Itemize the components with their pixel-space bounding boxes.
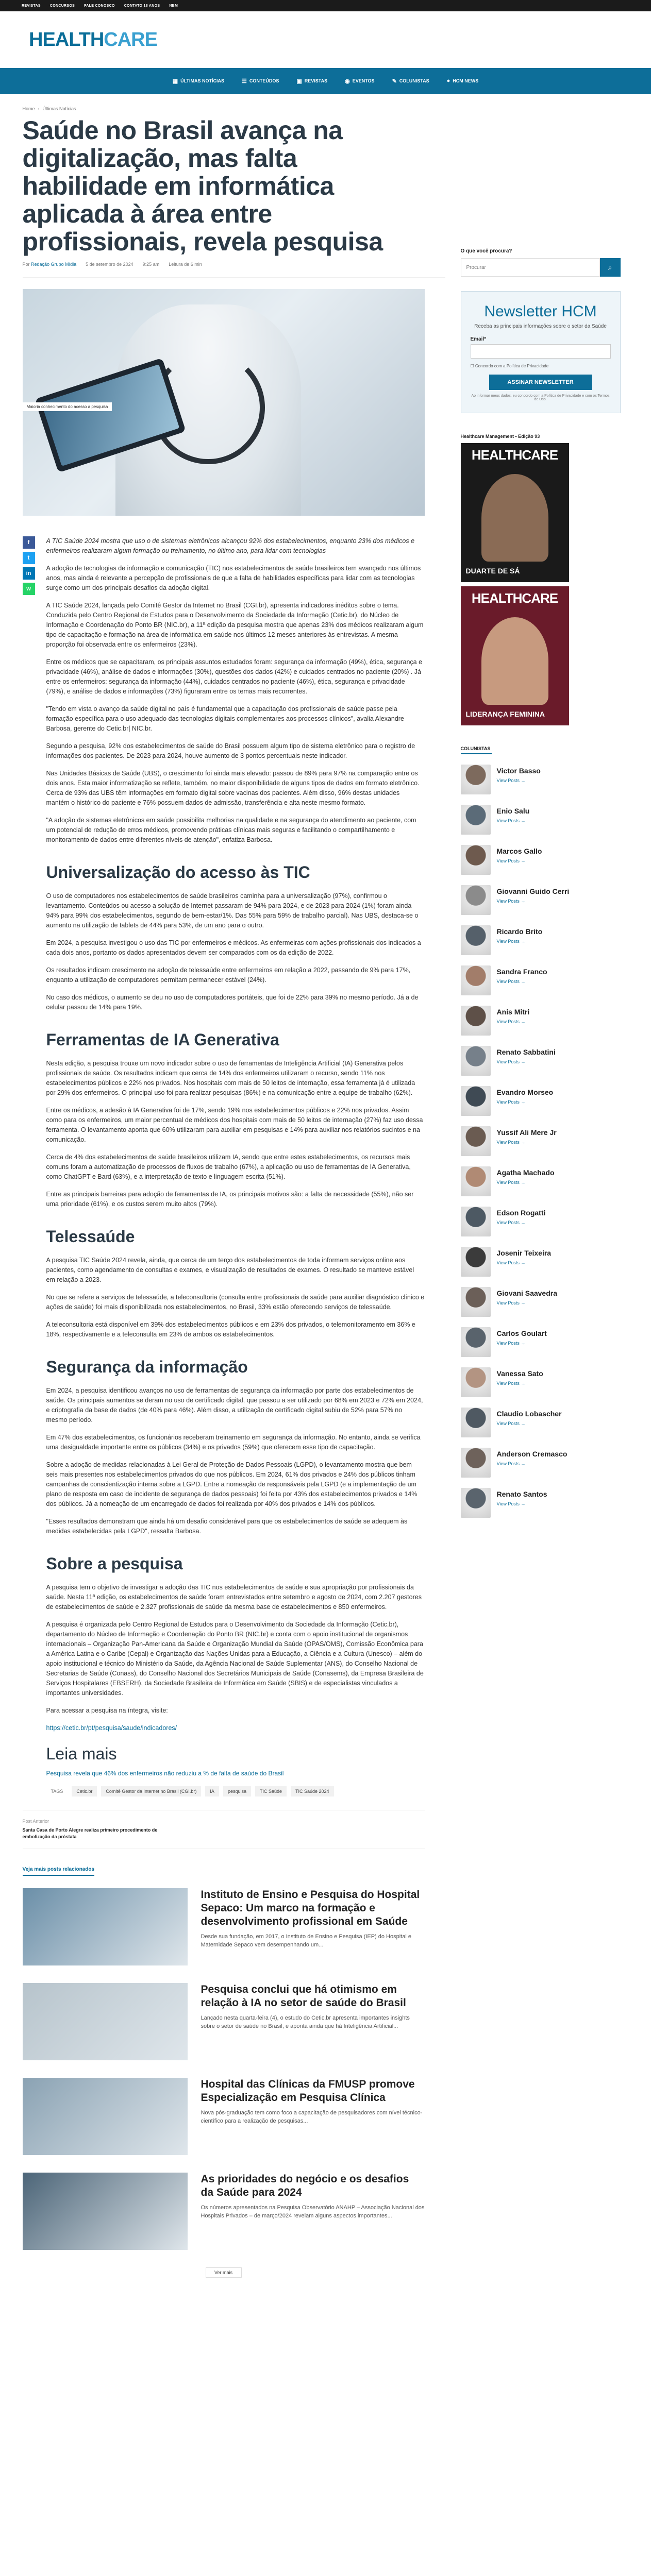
columnist: [461, 1287, 621, 1317]
avatar[interactable]: [461, 1207, 491, 1236]
avatar[interactable]: [461, 1126, 491, 1156]
magazine-block: [461, 434, 621, 725]
newsletter-disclaimer: Ao informar meus dados, eu concordo com a Política de Privacidade e com os Termos de Uso.: [471, 394, 610, 401]
columnist-info: [497, 1046, 556, 1064]
logo-text-b: CARE: [104, 28, 157, 50]
heading-sobre: Sobre a pesquisa: [46, 1554, 183, 1573]
related-title[interactable]: Hospital das Clínicas da FMUSP promove Especialização em Pesquisa Clínica: [201, 2078, 415, 2104]
leia-mais-heading: Leia mais: [46, 1744, 117, 1763]
related-text: [201, 2078, 425, 2155]
related-excerpt: Lançado nesta quarta-feira (4), o estudo do Cetic.br apresenta importantes insights sobre o setor de saúde no Brasil, e aponta ainda que há Inteligência Artificial...: [201, 2015, 410, 2029]
breadcrumb-section[interactable]: Últimas Notícias: [42, 106, 76, 111]
meta-author-wrap: [23, 262, 77, 267]
related-thumb[interactable]: [23, 2173, 188, 2250]
view-posts-link[interactable]: View Posts →: [496, 1260, 526, 1265]
related-title[interactable]: Instituto de Ensino e Pesquisa do Hospital Sepaco: Um marco na formação e desenvolvimento profissional em Saúde: [201, 1889, 420, 1927]
article-main: [23, 278, 425, 2278]
columnist-info: [497, 925, 543, 944]
avatar[interactable]: [461, 1247, 491, 1277]
paragraph: A pesquisa tem o objetivo de investigar a adoção das TIC nos estabelecimentos de saúde e sua apropriação por profissionais da saúde. Nesta 11ª edição, os estabelecimentos de saúde foram entrevistados entre setembro e agosto de 2024, com 2.207 gestores de estabelecimentos de saúde e 2.327 profissionais de saúde da mesma base de estabelecimentos e 850 enfermeiros.: [46, 1584, 422, 1611]
columnist-info: [497, 885, 570, 904]
nav-icon: ☰: [241, 78, 247, 84]
columnist-info: [497, 965, 547, 984]
columnist-info: [497, 1408, 562, 1426]
tag[interactable]: pesquisa: [223, 1786, 251, 1797]
columnist: [461, 925, 621, 955]
avatar[interactable]: [461, 805, 491, 835]
nav-label: ÚLTIMAS NOTÍCIAS: [180, 78, 224, 83]
paragraph: A adoção de tecnologias de informação e comunicação (TIC) nos estabelecimentos de saúde brasileiros tem avançado nos últimos anos, mas ainda é relevante a percepção de profissionais de que a falta de habilidades específicas para lidar com as tecnologias surge como um dos principais desafios da adoção digital.: [46, 565, 421, 591]
share-icon[interactable]: f: [23, 536, 35, 549]
columnist: [461, 1207, 621, 1236]
full-research-link[interactable]: https://cetic.br/pt/pesquisa/saude/indicadores/: [46, 1724, 177, 1732]
columnist: [461, 885, 621, 915]
view-posts-link[interactable]: View Posts →: [496, 778, 526, 783]
columnist-name[interactable]: Carlos Goulart: [496, 1329, 547, 1337]
view-posts-link[interactable]: View Posts →: [496, 1059, 526, 1064]
paragraph: Em 2024, a pesquisa identificou avanços no uso de ferramentas de segurança da informação por parte dos estabelecimentos de saúde. Os principais aumentos se deram no uso de certificado digital, que passou a ser utilizado por 68% em 2023 e 72% em 2024, e criptografia da base de dados (de 40% para 46%). Além disso, a utilização de certificado digital subiu de 52% para 57% no mesmo período.: [46, 1387, 423, 1423]
paragraph: Para acessar a pesquisa na íntegra, visite:: [46, 1707, 168, 1714]
columnist: [461, 1327, 621, 1357]
columnist-info: [497, 1126, 557, 1145]
heading-universalizacao: Universalização do acesso às TIC: [46, 863, 310, 882]
columnist-name[interactable]: Renato Sabbatini: [496, 1048, 556, 1056]
view-posts-link[interactable]: View Posts →: [496, 1461, 526, 1466]
tag[interactable]: Comitê Gestor da Internet no Brasil (CGI.br): [101, 1786, 201, 1797]
columnist-name[interactable]: Victor Basso: [496, 767, 541, 775]
breadcrumb: [23, 94, 629, 116]
breadcrumb-separator: ›: [38, 106, 40, 111]
nav-label: CONTEÚDOS: [249, 78, 279, 83]
cover-name: DUARTE DE SÁ: [465, 567, 520, 575]
newsletter-title: Newsletter HCM: [484, 303, 597, 320]
hero-image: [23, 289, 425, 516]
view-posts-link[interactable]: View Posts →: [496, 1421, 526, 1426]
heading-telessaude: Telessaúde: [46, 1227, 135, 1246]
paragraphs-ia: [46, 1059, 425, 1209]
related-thumb[interactable]: [23, 1888, 188, 1965]
related-thumb[interactable]: [23, 1983, 188, 2060]
newsletter-email-input[interactable]: [471, 344, 611, 359]
columnist-name[interactable]: Renato Santos: [496, 1490, 547, 1498]
columnist-info: [497, 1166, 555, 1185]
view-posts-link[interactable]: View Posts →: [496, 1341, 526, 1346]
related-text: [201, 1888, 425, 1965]
view-posts-link[interactable]: View Posts →: [496, 1501, 526, 1506]
view-posts-link[interactable]: View Posts →: [496, 1099, 526, 1105]
paragraph: Entre os médicos que se capacitaram, os principais assuntos estudados foram: segurança da informação (49%), ética, segurança e privacidade (46%), análise de dados e informações (30%), questões dos dados (42%) e cuidados centrados no paciente (20%) . Já entre os enfermeiros: segurança da informação (44%), cuidados centrados no paciente (46%), ética, segurança e privacidade (79%), e análise de dados e informações (73%) figuraram entre os temas mais recorrentes.: [46, 658, 423, 695]
columnist: [461, 1448, 621, 1478]
tag[interactable]: IA: [205, 1786, 219, 1797]
avatar[interactable]: [461, 1367, 491, 1397]
post-navigation[interactable]: [23, 1810, 425, 1849]
columnist-info: [497, 1207, 546, 1225]
meta-time: 9:25 am: [142, 262, 160, 267]
tag[interactable]: Cetic.br: [72, 1786, 97, 1797]
paragraphs-universalizacao: [46, 891, 425, 1012]
newsletter-sub: Receba as principais informações sobre o setor da Saúde: [474, 324, 607, 329]
article-body: [23, 536, 425, 1797]
view-posts-link[interactable]: View Posts →: [496, 1019, 526, 1024]
columnists-heading: COLUNISTAS: [461, 746, 492, 754]
columnist-name[interactable]: Sandra Franco: [496, 968, 547, 976]
paragraph: A TIC Saúde 2024, lançada pelo Comitê Gestor da Internet no Brasil (CGI.br), apresenta indicadores inéditos sobre o tema. Conduzida pelo Centro Regional de Estudos para o Desenvolvimento da Sociedade da Informação (Cetic.br), do Núcleo de Informação e Coordenação do Ponto BR (NIC.br), a 11ª edição da pesquisa mostra que apenas 23% dos médicos realizaram algum tipo de capacitação e formação na área de informática em saúde nos últimos 12 meses anteriores às entrevistas. A mesma proporção foi observada entre os enfermeiros (23%).: [46, 602, 424, 648]
nav-icon: ✎: [392, 78, 397, 84]
nav-icon: ▣: [296, 78, 302, 84]
newsletter-consent-text: Concordo com a Política de Privacidade: [475, 364, 549, 368]
related-item[interactable]: [23, 2078, 425, 2155]
columnist: [461, 1367, 621, 1397]
columnist-name[interactable]: Marcos Gallo: [496, 847, 542, 855]
tag[interactable]: TIC Saúde 2024: [291, 1786, 334, 1797]
paragraphs-intro: [46, 564, 425, 845]
columnist-name[interactable]: Claudio Lobascher: [496, 1410, 562, 1418]
cover-name: LIDERANÇA FEMININA: [465, 710, 545, 718]
columnist-name[interactable]: Enio Salu: [496, 807, 530, 815]
view-posts-link[interactable]: View Posts →: [496, 858, 526, 863]
search-box: [461, 258, 621, 277]
columnist-name[interactable]: Vanessa Sato: [496, 1369, 543, 1378]
paragraphs-seguranca: [46, 1386, 425, 1536]
columnist-info: [497, 1006, 530, 1024]
columnist-name[interactable]: Giovani Saavedra: [496, 1289, 558, 1297]
nav-item[interactable]: [392, 78, 429, 84]
nav-icon: ▦: [172, 78, 178, 84]
columnist-info: [497, 1086, 554, 1105]
columnist-info: [497, 765, 541, 783]
topbar-link[interactable]: FALE CONOSCO: [84, 4, 115, 8]
paragraph: O uso de computadores nos estabelecimentos de saúde brasileiros caminha para a universalização (97%), confirmou o levantamento. Conteúdos ou acesso a solução de Internet passaram de 94% para 2024, e de 2023 para 2024 (1%) foram ainda 94% para 99% dos estabelecimentos, segundo de bem-estar/1%. Das 55% para 59% de trabalho parcial). Nas UBS, destaca-se o aumento na utilização de tablets de 44% para 53%, de um ano para o outro.: [46, 892, 419, 929]
cover-face: [481, 617, 548, 705]
columnist-name[interactable]: Edson Rogatti: [496, 1209, 546, 1217]
view-posts-link[interactable]: View Posts →: [496, 899, 526, 904]
site-logo[interactable]: [29, 29, 157, 51]
nav-label: COLUNISTAS: [399, 78, 429, 83]
paragraph: Sobre a adoção de medidas relacionadas à Lei Geral de Proteção de Dados Pessoais (LGPD), o levantamento mostra que bem seis mais presentes nos estabelecimentos privados do que nos públicos. Em 2024, 61% dos privados e 24% dos públicos tinham campanhas de conscientização interna sobre a LGPD. Entre a nomeação de responsáveis pela LGPD (e a implementação de um plano de resposta em caso de incidente de segurança de dados pessoais) foi feita por 43% dos estabelecimentos privados e 14% dos públicos. Já a nomeação de um encarregado de dados foi realizada por 40% dos privados e 14% dos públicos.: [46, 1461, 418, 1507]
topbar-link[interactable]: NBM: [169, 4, 178, 8]
nav-item[interactable]: [242, 78, 279, 84]
paragraph: Entre os médicos, a adesão à IA Generativa foi de 17%, sendo 19% nos estabelecimentos públicos e 22% nos privados. Assim como para os enfermeiros, um maior percentual de médicos dos hospitais com mais de 50 leitos de internação (27%) faz uso dessa ferramenta. O levantamento aponta que 60% utilizaram para auxiliar em pesquisas e 14% para auxiliar nos relatórios sucintos e na comunicação.: [46, 1107, 423, 1143]
heading-seguranca: Segurança da informação: [46, 1358, 248, 1376]
columnist-info: [497, 1247, 552, 1265]
columnist: [461, 1488, 621, 1518]
related-excerpt: Nova pós-graduação tem como foco a capacitação de pesquisadores com nível técnico-científico para a realização de pesquisas...: [201, 2110, 423, 2124]
paragraph: Em 47% dos estabelecimentos, os funcionários receberam treinamento em segurança da informação. No entanto, ainda se verifica uma desigualdade importante entre os públicos (34%) e os privados (59%) que oferecem esse tipo de capacitação.: [46, 1434, 421, 1451]
columnist: [461, 1006, 621, 1036]
topbar-link[interactable]: REVISTAS: [22, 4, 41, 8]
nav-label: EVENTOS: [352, 78, 375, 83]
columnist: [461, 805, 621, 835]
related-heading-hl: posts relacionados: [47, 1867, 95, 1872]
nav-item[interactable]: [447, 78, 479, 84]
paragraph: Nesta edição, a pesquisa trouxe um novo indicador sobre o uso de ferramentas de Inteligência Artificial (IA) Generativa pelos profissionais de saúde. Os resultados indicam que cerca de 14% dos enfermeiros utilizaram o recurso, sendo 11% nos estabelecimentos públicos e 22% nos privados. Nos hospitais com mais de 50 leitos de internação, essa ferramenta já é utilizada por 29% dos enfermeiros. O principal uso foi para realizar pesquisas (86%) e na comunicação entre a equipe de trabalho (62%).: [46, 1060, 415, 1096]
nav-icon: ◉: [345, 78, 350, 84]
related-title[interactable]: Pesquisa conclui que há otimismo em relação à IA no setor de saúde do Brasil: [201, 1984, 406, 2009]
magazine-cover[interactable]: [461, 443, 569, 582]
paragraph: No que se refere a serviços de telessaúde, a teleconsultoria (consulta entre profissionais de saúde para auxiliar diagnóstico clínico e ações de saúde) foi mais disponibilizada nos estabelecimentos, no Brasil, 33% estão oferecendo serviços de telessaúde.: [46, 1294, 425, 1311]
columnist-info: [497, 1488, 547, 1506]
tag[interactable]: TIC Saúde: [255, 1786, 287, 1797]
meta-reading: Leitura de 6 min: [169, 262, 202, 267]
related-heading-pre: Veja mais: [22, 1867, 46, 1872]
columnist-info: [497, 1327, 547, 1346]
share-icon[interactable]: in: [23, 567, 35, 580]
related-thumb[interactable]: [23, 2078, 188, 2155]
postnav-label: Post Anterior: [22, 1819, 49, 1824]
content-wrap: [22, 94, 629, 2275]
nav-item[interactable]: [296, 78, 327, 84]
related-item[interactable]: [23, 1983, 425, 2060]
columnist-info: [497, 1448, 567, 1466]
logo-text-a: HEALTH: [29, 28, 104, 50]
view-posts-link[interactable]: View Posts →: [496, 939, 526, 944]
avatar[interactable]: [461, 1327, 491, 1357]
magazine-label: Healthcare Management • Edição 93: [460, 434, 540, 439]
paragraph: "Tendo em vista o avanço da saúde digital no país é fundamental que a capacitação dos profissionais de saúde passe pela formação específica para o uso adequado das tecnologias digitais complementares aos processos clínicos", avalia Alexandre Barbosa, gerente do Cetic.br| NIC.br.: [46, 705, 404, 732]
columnist: [461, 965, 621, 995]
related-excerpt: Desde sua fundação, em 2017, o Instituto de Ensino e Pesquisa (IEP) do Hospital e Maternidade Sepaco vem desempenhando um...: [201, 1934, 411, 1948]
paragraph: "Esses resultados demonstram que ainda há um desafio considerável para que os estabelecimentos de saúde se adequem às medidas estabelecidas pela LGPD", ressalta Barbosa.: [46, 1518, 408, 1535]
related-heading: [23, 1867, 95, 1876]
article-title: Saúde no Brasil avança na digitalização, mas falta habilidade em informática aplicada à área entre profissionais, revela pesquisa: [22, 116, 383, 256]
related-posts: [23, 1865, 425, 2278]
meta-by: Por: [22, 262, 30, 267]
nav-item[interactable]: [173, 78, 224, 84]
meta-author[interactable]: Redação Grupo Mídia: [31, 262, 77, 267]
columnist-name[interactable]: Giovanni Guido Cerri: [496, 887, 570, 895]
columnist-name[interactable]: Josenir Teixeira: [496, 1249, 552, 1257]
paragraph: A pesquisa TIC Saúde 2024 revela, ainda, que cerca de um terço dos estabelecimentos de toda informam serviços online aos pacientes, como agendamento de consultas e exames, e visualização de resultados de exames. O resultado se manteve estável em relação a 2023.: [46, 1257, 414, 1283]
heading-ia: Ferramentas de IA Generativa: [46, 1030, 279, 1049]
share-bar: [23, 536, 35, 595]
columnist-name[interactable]: Ricardo Brito: [496, 927, 543, 936]
avatar[interactable]: [461, 925, 491, 955]
newsletter-submit-button[interactable]: ASSINAR NEWSLETTER: [489, 375, 592, 390]
cover-title: HEALTHCARE: [471, 447, 558, 463]
paragraph: Segundo a pesquisa, 92% dos estabelecimentos de saúde do Brasil possuem algum tipo de sistema eletrônico para o registro de informações dos pacientes. De 2023 para 2024, houve aumento de 3 pontos percentuais neste indicador.: [46, 742, 415, 759]
newsletter-email-label: Email*: [470, 336, 487, 342]
tag-list: [46, 1786, 425, 1797]
avatar[interactable]: [461, 885, 491, 915]
paragraph: "A adoção de sistemas eletrônicos em saúde possibilita melhorias na qualidade e na segurança do atendimento ao paciente, com um potencial de redução de erros médicos, promovendo práticas clínicas mais seguras e facilitando o compartilhamento e monitoramento de dados entre diferentes níveis de atenção", enfatiza Barbosa.: [46, 817, 416, 843]
search-input[interactable]: [461, 258, 600, 277]
tags-label: TAGS: [51, 1789, 63, 1794]
site-header: [0, 11, 651, 68]
paragraph: Em 2024, a pesquisa investigou o uso das TIC por enfermeiros e médicos. As enfermeiras com ações profissionais dos indicados a cada dois anos, portanto os dados apresentados devem ser comparados com os da edição de 2022.: [46, 939, 421, 956]
related-text: [201, 2173, 425, 2250]
share-icon[interactable]: w: [23, 583, 35, 595]
cover-face: [481, 474, 548, 562]
view-posts-link[interactable]: View Posts →: [496, 1180, 526, 1185]
view-posts-link[interactable]: View Posts →: [496, 1381, 526, 1386]
full-link-paragraph: [46, 1723, 425, 1733]
columnist: [461, 765, 621, 794]
view-posts-link[interactable]: View Posts →: [496, 1300, 526, 1306]
paragraph: Nas Unidades Básicas de Saúde (UBS), o crescimento foi ainda mais elevado: passou de 89% para 97% na comparação entre os dois anos. Esta maior informatização se reflete, também, no maior disponibilidade de alguns tipos de dados em formato eletrônico. Cerca de 93% das UBS têm informações em formato digital sobre vacinas dos pacientes. Além disso, 96% destas unidades mantém o histórico do paciente e 76% possuem dados de admissão, transferência e alta neste mesmo formato.: [46, 770, 420, 806]
view-posts-link[interactable]: View Posts →: [496, 979, 526, 984]
avatar[interactable]: [461, 1408, 491, 1437]
avatar[interactable]: [461, 1086, 491, 1116]
magazine-cover[interactable]: [461, 586, 569, 725]
related-text: [201, 1983, 425, 2060]
newsletter-box: [461, 291, 621, 413]
main-nav: [0, 68, 651, 94]
avatar[interactable]: [461, 765, 491, 794]
article-meta: [23, 262, 445, 278]
breadcrumb-home[interactable]: Home: [22, 106, 35, 111]
view-posts-link[interactable]: View Posts →: [496, 1220, 526, 1225]
nav-label: HCM NEWS: [453, 78, 479, 83]
columnist-info: [497, 1367, 543, 1386]
search-button[interactable]: ⌕: [600, 258, 621, 277]
paragraph: Cerca de 4% dos estabelecimentos de saúde brasileiros utilizam IA, sendo que entre estes estabelecimentos, os recursos mais comuns foram a automatização de processos de fluxos de trabalho (67%), a aplicação ou uso de ferramentas de IA Generativa, como ChatGPT e Bard (63%), e a interpretação de texto e linguagem escrita (51%).: [46, 1154, 411, 1180]
columnist: [461, 1166, 621, 1196]
paragraphs-telessaude: [46, 1256, 425, 1340]
topbar-link[interactable]: CONCURSOS: [49, 4, 75, 8]
search-label: O que você procura?: [460, 248, 512, 254]
columnist: [461, 1046, 621, 1076]
columnist: [461, 1086, 621, 1116]
share-icon[interactable]: t: [23, 552, 35, 564]
columnist-name[interactable]: Yussif Ali Mere Jr: [496, 1128, 557, 1137]
columnist-name[interactable]: Evandro Morseo: [496, 1088, 554, 1096]
avatar[interactable]: [461, 1448, 491, 1478]
related-item[interactable]: [23, 2173, 425, 2250]
nav-item[interactable]: [345, 78, 374, 84]
paragraph: Os resultados indicam crescimento na adoção de telessaúde entre enfermeiros em relação a 2022, passando de 9% para 17%, enquanto a utilização de computadores permitam permanecer estável (24%).: [46, 967, 411, 984]
article-lead: A TIC Saúde 2024 mostra que uso o de sistemas eletrônicos alcançou 92% dos estabelecimentos, enquanto 23% dos médicos e enfermeiros realizaram algum formação ou treinamento, no último ano, para lidar com tecnologias: [46, 537, 415, 554]
paragraph: Entre as principais barreiras para adoção de ferramentas de IA, os principais motivos são: a falta de necessidade (55%), não ser uma prioridade (61%), e os custos serem muito altos (79%).: [46, 1191, 414, 1208]
postnav-title[interactable]: Santa Casa de Porto Alegre realiza primeiro procedimento de embolização da próstata: [22, 1827, 158, 1839]
columnist-info: [497, 845, 542, 863]
paragraph: A teleconsultoria está disponível em 39% dos estabelecimentos públicos e em 23% dos privados, o telemonitoramento em 36% e 18%, respectivamente e a teleconsulta em 23% de ambos os estabelecimentos.: [46, 1321, 415, 1338]
columnist: [461, 1247, 621, 1277]
columnist: [461, 845, 621, 875]
view-posts-link[interactable]: View Posts →: [496, 1140, 526, 1145]
topbar-link[interactable]: CONTATO 18 ANOS: [124, 4, 160, 8]
nav-label: REVISTAS: [304, 78, 328, 83]
load-more-button[interactable]: Ver mais: [206, 2267, 242, 2278]
columnist: [461, 1408, 621, 1437]
sidebar: [461, 248, 621, 1518]
related-item[interactable]: [23, 1888, 425, 1965]
columnist-name[interactable]: Anis Mitri: [496, 1008, 530, 1016]
columnist-name[interactable]: Anderson Cremasco: [496, 1450, 567, 1458]
newsletter-consent[interactable]: ☐ Concordo com a Política de Privacidade: [470, 364, 549, 368]
cover-title: HEALTHCARE: [471, 590, 558, 606]
nav-icon: ●: [446, 78, 450, 84]
avatar[interactable]: [461, 965, 491, 995]
avatar[interactable]: [461, 1006, 491, 1036]
top-bar: [0, 0, 651, 11]
leia-mais-link[interactable]: Pesquisa revela que 46% dos enfermeiros não reduziu a % de falta de saúde do Brasil: [46, 1770, 284, 1777]
paragraph: A pesquisa é organizada pelo Centro Regional de Estudos para o Desenvolvimento da Sociedade da Informação (Cetic.br), departamento do Núcleo de Informação e Coordenação do Ponto BR (NIC.br) e conta com o apoio institucional de organismos internacionais – Organização Pan-Americana da Saúde e Organização Mundial da Saúde (OPAS/OMS), Comissão Econômica para a América Latina e o Caribe (Cepal) e Organização das Nações Unidas para a Educação, a Ciência e a Cultura (Unesco) – além do apoio institucional e técnico do Ministério da Saúde, da Agência Nacional de Saúde Suplementar (ANS), do Conselho Nacional de Secretarias de Saúde (Conass), do Conselho Nacional dos Secretários Municipais de Saúde (Conasems), da Empresa Brasileira de Serviços Hospitalares (EBSERH), da Sociedade Brasileira de Informática em Saúde (SBIS) e de especialistas vinculados a importantes universidades.: [46, 1621, 424, 1697]
avatar[interactable]: [461, 1488, 491, 1518]
columnist: [461, 1126, 621, 1156]
avatar[interactable]: [461, 1166, 491, 1196]
paragraph: No caso dos médicos, o aumento se deu no uso de computadores portáteis, que foi de 22% para 39% no mesmo período. Já a de celular passou de 14% para 19%.: [46, 994, 419, 1011]
sidebar-search: [461, 248, 621, 277]
columnist-name[interactable]: Agatha Machado: [496, 1168, 555, 1177]
paragraphs-sobre: [46, 1583, 425, 1716]
avatar[interactable]: [461, 1287, 491, 1317]
hero-caption: Maioria conhecimento do acesso a pesquisa: [23, 402, 112, 411]
columnist-info: [497, 805, 530, 823]
related-title[interactable]: As prioridades do negócio e os desafios da Saúde para 2024: [201, 2173, 409, 2198]
meta-date: 5 de setembro de 2024: [86, 262, 133, 267]
columnist-info: [497, 1287, 558, 1306]
avatar[interactable]: [461, 1046, 491, 1076]
avatar[interactable]: [461, 845, 491, 875]
view-posts-link[interactable]: View Posts →: [496, 818, 526, 823]
related-excerpt: Os números apresentados na Pesquisa Observatório ANAHP – Associação Nacional dos Hospitais Privados – de março/2024 revelam alguns aspectos importantes...: [201, 2205, 425, 2219]
